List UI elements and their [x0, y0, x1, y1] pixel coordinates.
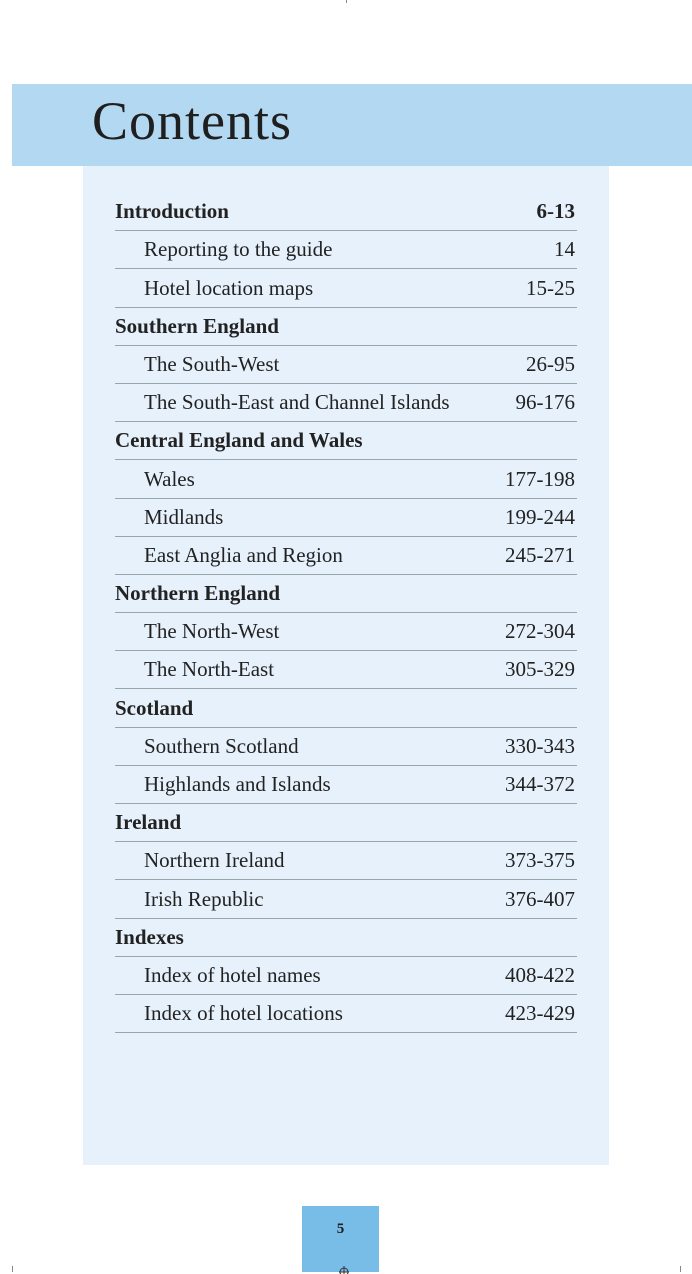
toc-page-range: 15-25	[526, 275, 575, 300]
toc-entry-row[interactable]	[115, 231, 577, 269]
contents-panel	[83, 166, 609, 1165]
toc-label: Central England and Wales	[115, 428, 363, 453]
toc-label: Index of hotel locations	[144, 1001, 343, 1026]
toc-section-row[interactable]	[115, 804, 577, 842]
toc-label: Ireland	[115, 810, 182, 835]
page-title: Contents	[92, 91, 293, 151]
toc-page-range: 305-329	[505, 657, 575, 682]
toc-page-range: 408-422	[505, 962, 575, 987]
toc-label: Reporting to the guide	[144, 237, 333, 262]
toc-page-range: 6-13	[536, 199, 575, 224]
toc-section-row[interactable]	[115, 919, 577, 957]
toc-page-range: 272-304	[505, 619, 575, 644]
toc-entry-row[interactable]	[115, 499, 577, 537]
toc-entry-row[interactable]	[115, 880, 577, 918]
toc-entry-row[interactable]	[115, 460, 577, 498]
toc-label: East Anglia and Region	[144, 542, 343, 567]
registration-mark-icon	[339, 1266, 349, 1274]
toc-label: The South-East and Channel Islands	[144, 390, 450, 415]
toc-label: Northern Ireland	[144, 848, 285, 873]
toc-entry-row[interactable]	[115, 842, 577, 880]
toc-label: Indexes	[115, 924, 184, 949]
toc-page-range: 376-407	[505, 886, 575, 911]
crop-mark-top	[346, 0, 347, 3]
toc-label: Wales	[144, 466, 195, 491]
toc-label: Index of hotel names	[144, 962, 321, 987]
toc-page-range: 245-271	[505, 542, 575, 567]
toc-label: Midlands	[144, 504, 224, 529]
crop-mark-bottom-left	[12, 1266, 13, 1272]
toc-section-row[interactable]	[115, 575, 577, 613]
toc-page-range: 96-176	[515, 390, 575, 415]
toc-label: The South-West	[144, 351, 280, 376]
toc-entry-row[interactable]	[115, 957, 577, 995]
toc-label: The North-East	[144, 657, 275, 682]
toc-label: The North-West	[144, 619, 280, 644]
toc-page-range: 177-198	[505, 466, 575, 491]
page-number: 5	[336, 1221, 345, 1237]
toc-section-row[interactable]	[115, 308, 577, 346]
toc-entry-row[interactable]	[115, 269, 577, 307]
toc-label: Northern England	[115, 581, 281, 606]
toc-entry-row[interactable]	[115, 766, 577, 804]
crop-mark-bottom-right	[680, 1266, 681, 1272]
page-number-tab	[302, 1206, 379, 1272]
toc-page-range: 330-343	[505, 733, 575, 758]
toc-label: Irish Republic	[144, 886, 264, 911]
toc-entry-row[interactable]	[115, 651, 577, 689]
toc-entry-row[interactable]	[115, 728, 577, 766]
toc-page-range: 26-95	[526, 351, 575, 376]
toc-entry-row[interactable]	[115, 995, 577, 1033]
toc-label: Introduction	[115, 199, 229, 224]
toc-entry-row[interactable]	[115, 346, 577, 384]
header-band	[12, 84, 692, 166]
table-of-contents	[115, 193, 577, 1033]
toc-page-range: 199-244	[505, 504, 575, 529]
toc-label: Scotland	[115, 695, 194, 720]
toc-label: Highlands and Islands	[144, 772, 331, 796]
toc-page-range: 373-375	[505, 848, 575, 873]
toc-section-row[interactable]	[115, 193, 577, 231]
toc-label: Southern England	[115, 313, 279, 338]
toc-page-range: 14	[554, 237, 575, 262]
toc-label: Southern Scotland	[144, 733, 299, 758]
toc-entry-row[interactable]	[115, 384, 577, 422]
toc-section-row[interactable]	[115, 422, 577, 460]
toc-section-row[interactable]	[115, 689, 577, 727]
toc-entry-row[interactable]	[115, 613, 577, 651]
toc-entry-row[interactable]	[115, 537, 577, 575]
toc-page-range: 344-372	[505, 772, 575, 796]
toc-label: Hotel location maps	[144, 275, 314, 300]
toc-page-range: 423-429	[505, 1001, 575, 1026]
